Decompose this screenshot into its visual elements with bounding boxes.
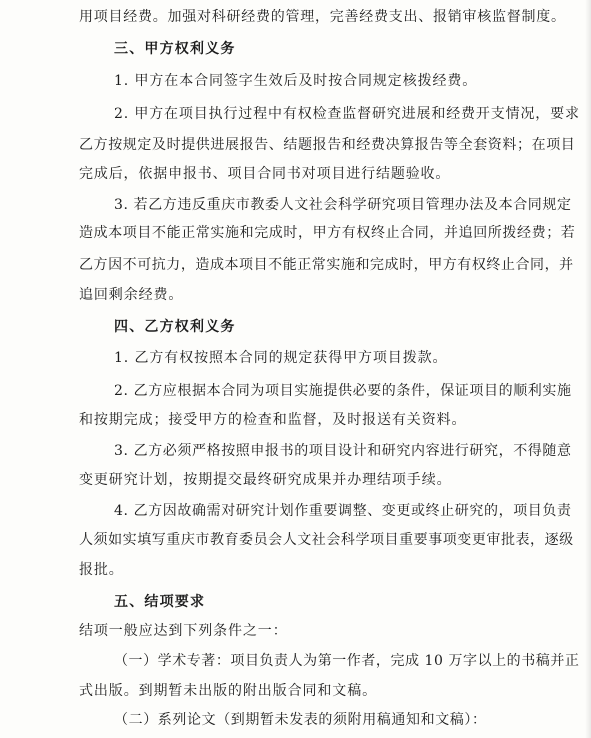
body-text-line: 结项一般应达到下列条件之一： xyxy=(79,623,288,640)
body-text-line: 4. 乙方因故确需对研究计划作重要调整、变更或终止研究的，项目负责 xyxy=(114,503,572,519)
body-text-line: 乙方因不可抗力，造成本项目不能正常实施和完成时，甲方有权终止合同，并 xyxy=(79,256,574,273)
body-text-line: 人须如实填写重庆市教育委员会人文社会科学项目重要事项变更审批表，逐级 xyxy=(79,532,574,549)
section-heading: 三、甲方权利义务 xyxy=(114,41,236,58)
body-text-line: 式出版。到期暂未出版的附出版合同和文稿。 xyxy=(79,682,377,699)
section-heading: 五、结项要求 xyxy=(114,593,206,610)
body-text-line: 1. 乙方有权按照本合同的规定获得甲方项目拨款。 xyxy=(114,350,448,366)
body-text-line: 追回剩余经费。 xyxy=(79,286,184,303)
page-edge-shadow xyxy=(585,0,591,738)
body-text-line: 1. 甲方在本合同签字生效后及时按合同规定核拨经费。 xyxy=(114,73,478,90)
body-text-line: 报批。 xyxy=(79,561,124,578)
body-text-line: 2. 甲方在项目执行过程中有权检查监督研究进展和经费开支情况，要求 xyxy=(114,106,580,123)
body-text-line: （二）系列论文（到期暂未发表的须附用稿通知和文稿）： xyxy=(114,712,487,728)
body-text-line: 造成本项目不能正常实施和完成时，甲方有权终止合同，并追回所拨经费；若 xyxy=(79,225,576,242)
body-text-line: 乙方按规定及时提供进展报告、结题报告和经费决算报告等全套资料；在项目 xyxy=(79,137,576,154)
body-text-line: 变更研究计划，按期提交最终研究成果并办理结项手续。 xyxy=(79,471,452,488)
body-text-line: 3. 若乙方违反重庆市教委人文社会科学研究项目管理办法及本合同规定 xyxy=(114,196,572,213)
body-text-line: 完成后，依据申报书、项目合同书对项目进行结题验收。 xyxy=(79,165,451,182)
section-heading: 四、乙方权利义务 xyxy=(114,318,236,335)
body-text-line: 和按期完成；接受甲方的检查和监督，及时报送有关资料。 xyxy=(79,412,467,429)
body-text-line: 2. 乙方应根据本合同为项目实施提供必要的条件，保证项目的顺利实施 xyxy=(114,383,572,399)
body-text-line: 3. 乙方必须严格按照申报书的项目设计和研究内容进行研究，不得随意 xyxy=(114,443,572,460)
body-text-line: 用项目经费。加强对科研经费的管理，完善经费支出、报销审核监督制度。 xyxy=(79,9,566,25)
body-text-line: （一）学术专著：项目负责人为第一作者，完成 10 万字以上的书稿并正 xyxy=(114,653,580,670)
